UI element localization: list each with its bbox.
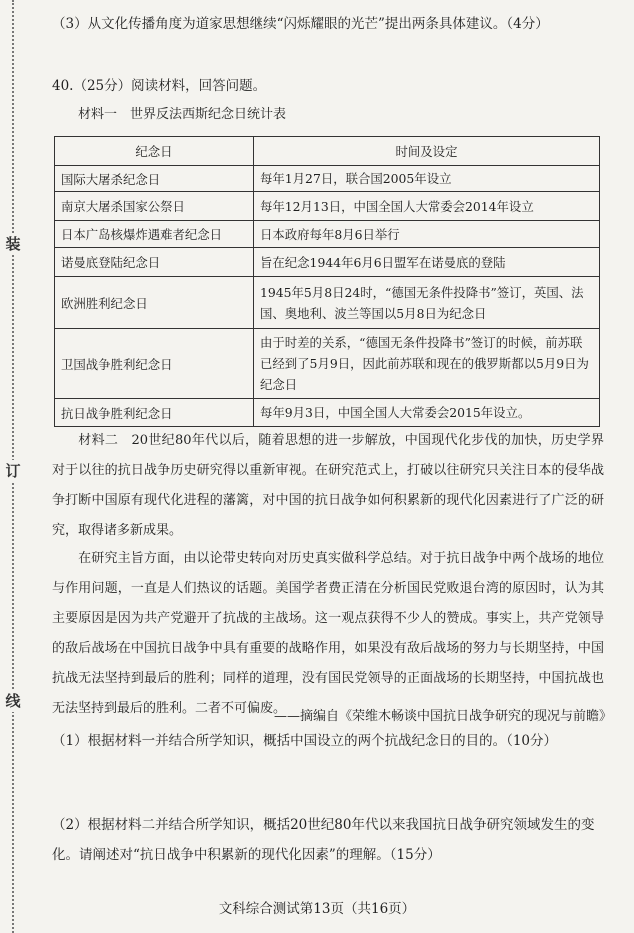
row-desc: 日本政府每年8月6日举行	[254, 221, 600, 248]
table-row	[55, 399, 600, 427]
table-row	[55, 277, 600, 329]
row-desc: 每年9月3日，中国全国人大常委会2015年设立。	[254, 399, 600, 427]
row-name: 日本广岛核爆炸遇难者纪念日	[55, 221, 254, 248]
row-desc: 每年1月27日，联合国2005年设立	[254, 166, 600, 192]
row-desc: 旨在纪念1944年6月6日盟军在诺曼底的登陆	[254, 248, 600, 277]
row-name: 诺曼底登陆纪念日	[55, 248, 254, 277]
table-row	[55, 248, 600, 277]
memorial-day-table	[54, 136, 600, 427]
table-row	[55, 166, 600, 192]
row-name: 欧洲胜利纪念日	[55, 277, 254, 329]
material-2-paragraph-1	[52, 426, 604, 546]
table-row	[55, 192, 600, 221]
material-2-paragraph-2	[52, 544, 604, 724]
table-header-row	[55, 137, 600, 166]
table-row	[55, 329, 600, 399]
question-40-header: 40.（25分）阅读材料，回答问题。	[52, 78, 267, 94]
binding-mark-xian: 线	[2, 690, 24, 712]
page-footer: 文科综合测试第13页（共16页）	[218, 901, 416, 917]
header-time-and-setting: 时间及设定	[254, 137, 600, 166]
material-2-text-1: 材料二 20世纪80年代以后，随着思想的进一步解放，中国现代化步伐的加快，历史学界对于以往的抗日战争历史研究得以重新审视。在研究范式上，打破以往研究只关注日本的侵华战争打断中国原有现代化进程的藩篱，对中国的抗日战争如何积累新的现代化因素进行了广泛的研究，取得诸多新成果。	[52, 433, 604, 538]
question-40-part-1: （1）根据材料一并结合所学知识，概括中国设立的两个抗战纪念日的目的。（10分）	[52, 733, 558, 749]
row-desc: 每年12月13日，中国全国人大常委会2014年设立	[254, 192, 600, 221]
row-name: 南京大屠杀国家公祭日	[55, 192, 254, 221]
row-desc: 1945年5月8日24时，“德国无条件投降书”签订，英国、法国、奥地利、波兰等国以5月8日为纪念日	[254, 277, 600, 329]
row-name: 国际大屠杀纪念日	[55, 166, 254, 192]
material-1-title: 材料一 世界反法西斯纪念日统计表	[78, 107, 287, 122]
binding-mark-zhuang: 装	[2, 233, 24, 255]
binding-mark-ding: 订	[2, 460, 24, 482]
row-name: 卫国战争胜利纪念日	[55, 329, 254, 399]
question-40-part-2: （2）根据材料二并结合所学知识，概括20世纪80年代以来我国抗日战争研究领域发生的变化。请阐述对“抗日战争中积累新的现代化因素”的理解。（15分）	[52, 817, 595, 863]
question-3-prev: （3）从文化传播角度为道家思想继续“闪烁耀眼的光芒”提出两条具体建议。（4分）	[52, 16, 549, 32]
material-2-text-2: 在研究主旨方面，由以论带史转向对历史真实做科学总结。对于抗日战争中两个战场的地位与作用问题，一直是人们热议的话题。美国学者费正清在分析国民党败退台湾的原因时，认为其主要原因是因为共产党避开了抗战的主战场。这一观点获得不少人的赞成。事实上，共产党领导的敌后战场在中国抗日战争中具有重要的战略作用，如果没有敌后战场的努力与长期坚持，中国抗战无法坚持到最后的胜利；同样的道理，没有国民党领导的正面战场的长期坚持，中国抗战也无法坚持到最后的胜利。二者不可偏废。	[52, 551, 604, 716]
header-memorial-day: 纪念日	[55, 137, 254, 166]
binding-gutter	[0, 0, 28, 933]
source-citation: ——摘编自《荣维木畅谈中国抗日战争研究的现况与前瞻》	[273, 709, 612, 724]
row-desc: 由于时差的关系，“德国无条件投降书”签订的时候，前苏联已经到了5月9日，因此前苏联和现在的俄罗斯都以5月9日为纪念日	[254, 329, 600, 399]
row-name: 抗日战争胜利纪念日	[55, 399, 254, 427]
table-row	[55, 221, 600, 248]
